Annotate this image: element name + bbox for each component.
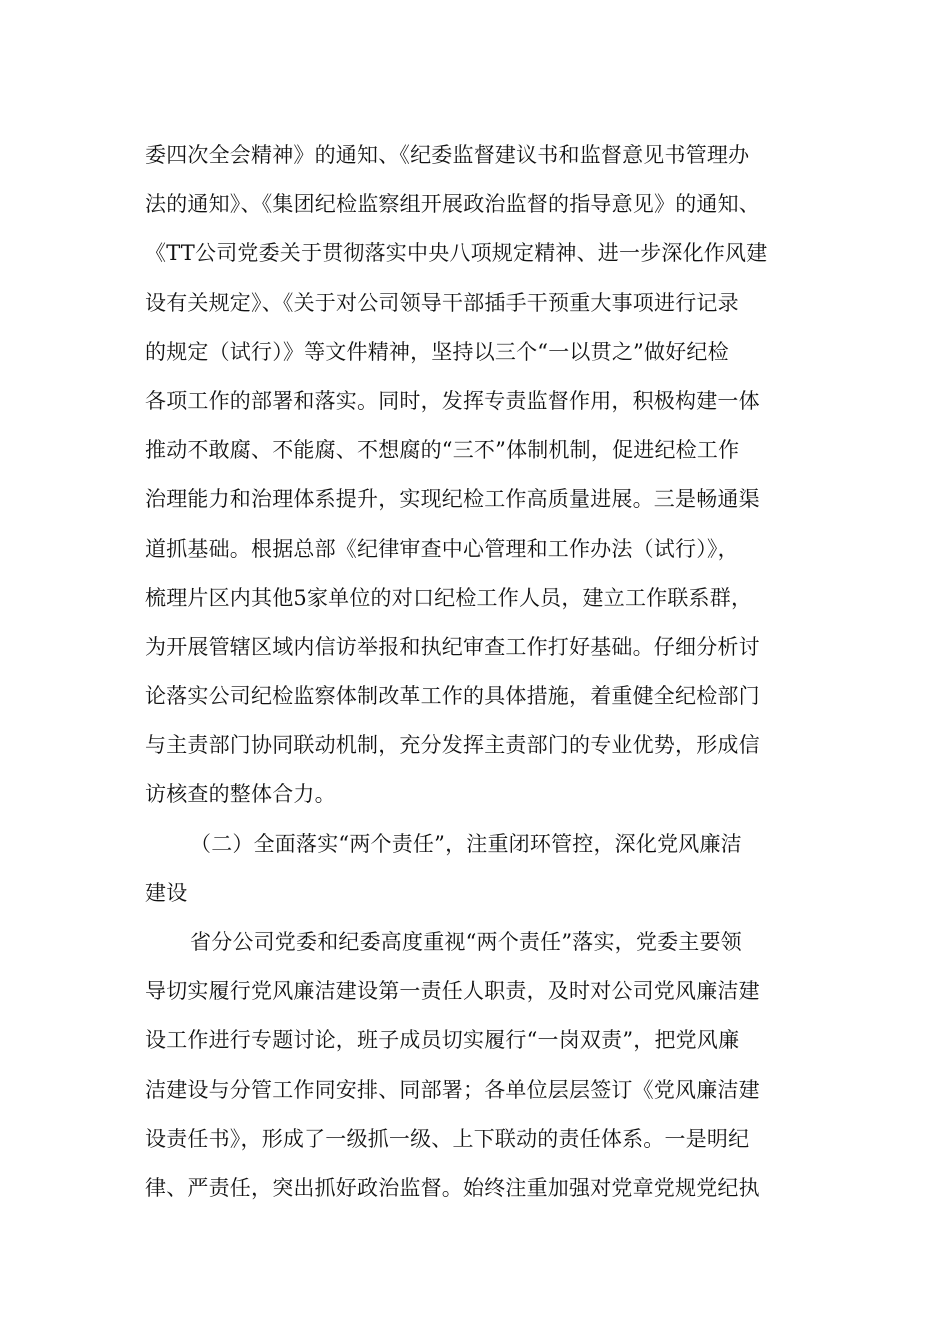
text-line: 为开展管辖区域内信访举报和执纪审查工作打好基础。仔细分析讨 xyxy=(145,634,760,659)
text-line: 导切实履行党风廉洁建设第一责任人职责，及时对公司党风廉洁建 xyxy=(145,979,760,1004)
text-line: 洁建设与分管工作同安排、同部署；各单位层层签订《党风廉洁建 xyxy=(145,1077,760,1102)
text-line: 访核查的整体合力。 xyxy=(145,782,336,807)
text-line: 与主责部门协同联动机制，充分发挥主责部门的专业优势，形成信 xyxy=(145,733,760,758)
text-line: 设有关规定》、《关于对公司领导干部插手干预重大事项进行记录 xyxy=(145,290,739,315)
text-line: 治理能力和治理体系提升，实现纪检工作高质量进展。三是畅通渠 xyxy=(145,487,760,512)
text-line: 推动不敢腐、不能腐、不想腐的“三不”体制机制，促进纪检工作 xyxy=(145,438,740,463)
section-heading-continued: 建设 xyxy=(145,880,188,905)
text-line: 论落实公司纪检监察体制改革工作的具体措施，着重健全纪检部门 xyxy=(145,684,760,709)
text-line: 设责任书》，形成了一级抓一级、上下联动的责任体系。一是明纪 xyxy=(145,1126,750,1151)
section-heading: （二）全面落实“两个责任”，注重闭环管控，深化党风廉洁 xyxy=(190,831,742,856)
text-line: 道抓基础。根据总部《纪律审查中心管理和工作办法（试行）》， xyxy=(145,536,739,561)
text-line: 设工作进行专题讨论，班子成员切实履行“一岗双责”，把党风廉 xyxy=(145,1028,740,1053)
text-line: 各项工作的部署和落实。同时，发挥专责监督作用，积极构建一体 xyxy=(145,388,760,413)
text-line: 的规定（试行）》等文件精神，坚持以三个“一以贯之”做好纪检 xyxy=(145,339,729,364)
text-line: 律、严责任，突出抓好政治监督。始终注重加强对党章党规党纪执 xyxy=(145,1175,760,1200)
text-line: 《TT公司党委关于贯彻落实中央八项规定精神、进一步深化作风建 xyxy=(145,241,768,266)
text-line: 委四次全会精神》的通知、《纪委监督建议书和监督意见书管理办 xyxy=(145,143,750,167)
paragraph-first-line: 省分公司党委和纪委高度重视“两个责任”落实，党委主要领 xyxy=(190,930,742,954)
document-body xyxy=(145,131,825,1213)
text-line: 梳理片区内其他5家单位的对口纪检工作人员，建立工作联系群， xyxy=(145,585,753,610)
text-line: 法的通知》、《集团纪检监察组开展政治监督的指导意见》的通知、 xyxy=(145,192,760,217)
